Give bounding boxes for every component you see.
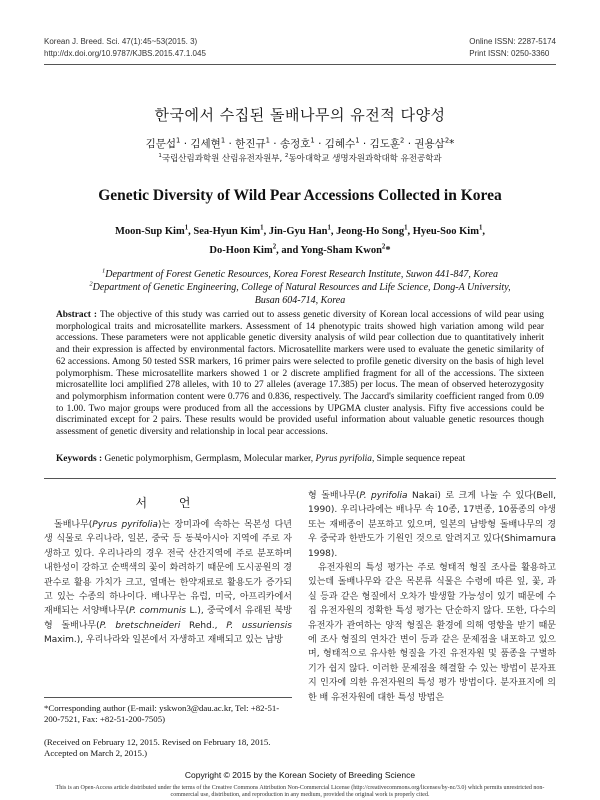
journal-citation: Korean J. Breed. Sci. 47(1):45~53(2015. 3) bbox=[44, 37, 198, 46]
received-dates-footnote: (Received on February 12, 2015. Revised on February 18, 2015. Accepted on March 2, 2015.) bbox=[44, 737, 271, 758]
doi-link[interactable]: http://dx.doi.org/10.9787/KJBS.2015.47.1.045 bbox=[44, 49, 206, 58]
body-column-right: 형 돌배나무(P. pyrifolia Nakai) 로 크게 나눌 수 있다(Bell, 1990). 우리나라에는 배나무 속 10종, 17변종, 10품종의 야생 또는 재배종이 분포하고 있으며, 일본의 남방형 돌배나무의 경우 중국과 한반도가 기원인 것으로 알려지고 있다(Shimamura 1998). 유전자원의 특성 평가는 주로 형태적 형질 조사를 활용하고 있는데 돌배나무와 같은 목본류 식물은 수령에 따른 잎, 꽃, 과실 등과 같은 형질에서 오차가 발생할 가능성이 있기 때문에 수집 유전자원의 정확한 특성 평가는 단순하지 않다. 또한, 다수의 유전자가 관여하는 양적 형질은 환경에 의해 영향을 받기 때문에 조사 형질의 연차간 변이 등과 같은 문제점을 내포하고 있으며, 형태적으로 유사한 형질을 가진 유전자원 및 품종을 구별하기가 쉽지 않다. 이러한 문제점을 해결할 수 있는 방법이 분자표지 인자에 의한 유전자원의 특성 평가 방법이다. 분자표지에 의한 배 유전자원에 대한 특성 방법은 bbox=[308, 491, 557, 703]
header-rule bbox=[44, 64, 556, 65]
corresponding-author-footnote: *Corresponding author (E-mail: yskwon3@dau.ac.kr, Tel: +82-51-200-7521, Fax: +82-51-200-7505) bbox=[44, 703, 280, 724]
english-title: Genetic Diversity of Wild Pear Accessions Collected in Korea bbox=[98, 187, 502, 204]
section-title-introduction: 서 언 bbox=[135, 496, 205, 510]
korean-title: 한국에서 수집된 돌배나무의 유전적 다양성 bbox=[154, 106, 446, 124]
abstract-rule bbox=[44, 478, 556, 479]
english-affiliations: $^1$Department of Forest Genetic Resources, Korea Forest Research Institute, Suwon 441-847, Korea $^2$Department of Genetic Engineering, College of Natural Resources and Life Science, Dong-A University, Busan 604-714, Korea bbox=[89, 267, 511, 306]
keywords-text: Genetic polymorphism, Germplasm, Molecular marker, Pyrus pyrifolia, Simple sequence repeat bbox=[104, 454, 466, 464]
body-column-left: 돌배나무(Pyrus pyrifolia)는 장미과에 속하는 목본성 다년생 식물로 우리나라, 일본, 중국 등 동북아시아 지역에 주로 자생하고 있다. 우리나라의 경우 전국 산간지역에 주로 분포하며 내한성이 강하고 순백색의 꽃이 화려하기 때문에 도시공원의 경관수로 활용 가치가 크고, 열매는 한약재료로 활용도가 증가되고 있는 수종의 하나이다. 배나무는 유럽, 미국, 아프리카에서 재배되는 서양배나무(P. communis L.), 중국에서 유래된 북방형 돌배나무(P. bretschneideri Rehd., P. ussuriensis Maxim.), 우리나라와 일본에서 자생하고 재배되고 있는 남방 bbox=[44, 520, 293, 646]
online-issn: Online ISSN: 2287-5174 bbox=[469, 37, 556, 46]
keywords-label: Keywords : bbox=[56, 454, 103, 464]
print-issn: Print ISSN: 0250-3360 bbox=[469, 49, 550, 58]
footnote-rule bbox=[44, 697, 292, 698]
keywords bbox=[56, 454, 544, 464]
korean-affiliations: $^1$국립산림과학원 산림유전자원부, $^2$동아대학교 생명자원과학대학 유전공학과 bbox=[158, 153, 442, 164]
issn-header bbox=[469, 36, 556, 60]
abstract bbox=[56, 310, 544, 439]
license-notice: This is an Open-Access article distributed under the terms of the Creative Commons Attribution Non-Commercial License (http://creativecommons.org/licenses/by-nc/3.0) which permits unrestricted non-commercial use, distribution, and reproduction in any medium, provided the original work is properly cited. bbox=[55, 785, 545, 798]
abstract-label: Abstract : bbox=[56, 310, 97, 320]
journal-header bbox=[44, 36, 206, 60]
english-authors: Moon-Sup Kim$^1$, Sea-Hyun Kim$^1$, Jin-Gyu Han$^1$, Jeong-Ho Song$^1$, Hyeu-Soo Kim$^1$, Do-Hoon Kim$^2$, and Yong-Sham Kwon$^2$* bbox=[114, 224, 486, 256]
abstract-text: The objective of this study was carried out to assess genetic diversity of Korean local accessions of wild pear using morphological traits and microsatellite markers. Assessment of 14 phenotypic traits showed high variation among wild pear accessions. These parameters were not applicable genetic diversity analysis of wild pear collection due to quantitatively inherit and their expression is affected by environmental factors. Microsatellite markers were used to evaluate the genetic similarity of 62 accessions. Among 50 tested SSR markers, 16 primer pairs were selected to profile genetic diversity on the basis of high level polymorphism. These microsatellite markers showed 1 or 2 discrete amplified fragment for all of the accessions. The sixteen microsatellite loci amplified 278 alleles, with 10 to 27 alleles (average 17.385) per locus. The mean of observed heterozygosity and polymorphism information content were 0.776 and 0.836, respectively. The Jaccard's similarity coefficient ranged from 0.09 to 1.00. Two major groups were produced from all the accessions by UPGMA cluster analysis. Fifty five accessions could be discriminated except for 2 pairs. These results would be provided useful information about valuable genetic resources though assessment of genetic diversity and relationship in local pear accessions. bbox=[56, 310, 544, 438]
korean-authors: 김문섭$^1$ · 김세현$^1$ · 한진규$^1$ · 송정호$^1$ · 김혜수$^1$ · 김도훈$^2$ · 권용삼$^2$* bbox=[145, 136, 455, 150]
copyright-notice: Copyright © 2015 by the Korean Society of Breeding Science bbox=[184, 770, 416, 780]
